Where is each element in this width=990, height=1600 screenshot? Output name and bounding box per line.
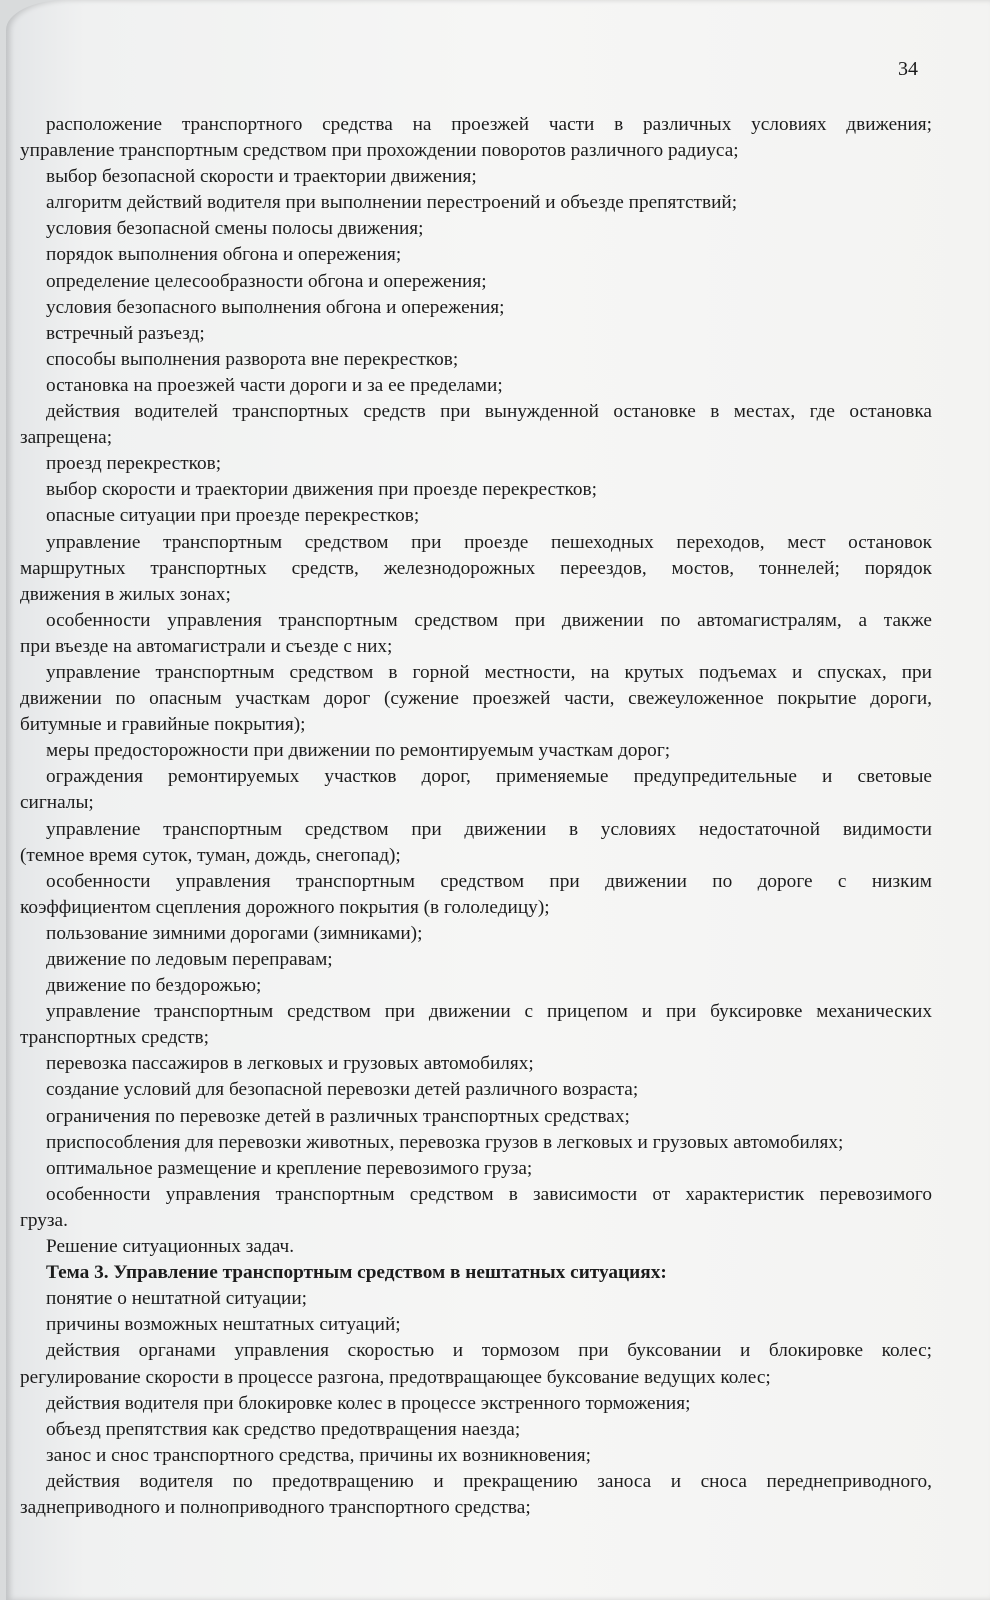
text-line: при въезде на автомагистрали и съезде с них; [20,635,393,657]
text-line: меры предосторожности при движении по ремонтируемым участкам дорог; [46,740,671,762]
text-line: регулирование скорости в процессе разгона, предотвращающее буксование ведущих колес; [20,1366,771,1388]
text-line: условия безопасного выполнения обгона и опережения; [46,296,505,318]
text-line: управление транспортным средством в горной местности, на крутых подъемах и спусках, при [46,661,932,683]
text-line: сигналы; [20,792,94,814]
text-line: управление транспортным средством при движении с прицепом и при буксировке механических [46,1001,932,1023]
text-line: перевозка пассажиров в легковых и грузовых автомобилях; [46,1053,534,1075]
text-line: выбор безопасной скорости и траектории движения; [46,166,477,188]
text-line: транспортных средств; [20,1027,209,1049]
text-line: заднеприводного и полноприводного транспортного средства; [20,1496,531,1518]
body-text [20,112,932,1521]
text-line: причины возможных нештатных ситуаций; [46,1314,401,1336]
text-line: порядок выполнения обгона и опережения; [46,244,402,266]
text-line: встречный разъезд; [46,322,205,344]
text-line: создание условий для безопасной перевозки детей различного возраста; [46,1079,639,1101]
text-line: понятие о нештатной ситуации; [46,1288,308,1310]
text-line: особенности управления транспортным средством при движении по автомагистралям, а также [46,609,932,631]
text-line: определение целесообразности обгона и опережения; [46,270,487,292]
text-line: остановка на проезжей части дороги и за ее пределами; [46,374,503,396]
text-line: ограничения по перевозке детей в различных транспортных средствах; [46,1105,630,1127]
text-line: алгоритм действий водителя при выполнении перестроений и объезде препятствий; [46,192,738,214]
text-line: запрещена; [20,427,113,449]
text-line: занос и снос транспортного средства, причины их возникновения; [46,1444,591,1466]
text-line: выбор скорости и траектории движения при проезде перекрестков; [46,479,597,501]
text-line: битумные и гравийные покрытия); [20,714,306,736]
text-line: ограждения ремонтируемых участков дорог, применяемые предупредительные и световые [46,766,932,788]
text-line: управление транспортным средством при движении в условиях недостаточной видимости [46,818,932,840]
text-line: объезд препятствия как средство предотвращения наезда; [46,1418,521,1440]
text-line: расположение транспортного средства на проезжей части в различных условиях движения; [46,114,932,135]
text-line: управление транспортным средством при проезде пешеходных переходов, мест остановок [46,531,932,553]
text-line: движение по бездорожью; [46,975,262,997]
text-line: действия органами управления скоростью и тормозом при буксовании и блокировке колес; [46,1340,932,1362]
document-page [6,0,990,1600]
text-line: (темное время суток, туман, дождь, снегопад); [20,844,401,866]
text-line: условия безопасной смены полосы движения; [46,218,424,240]
text-line: управление транспортным средством при прохождении поворотов различного радиуса; [20,140,739,162]
text-line: Решение ситуационных задач. [46,1236,295,1258]
text-line: особенности управления транспортным средством при движении по дороге с низким [46,870,932,892]
text-line: опасные ситуации при проезде перекрестков; [46,505,420,527]
topic-heading: Тема 3. Управление транспортным средством в нештатных ситуациях: [46,1262,667,1284]
text-line: коэффициентом сцепления дорожного покрытия (в гололедицу); [20,896,550,918]
text-line: действия водителя при блокировке колес в процессе экстренного торможения; [46,1392,691,1414]
text-line: маршрутных транспортных средств, железнодорожных переездов, мостов, тоннелей; порядок [20,557,932,579]
text-line: пользование зимними дорогами (зимниками); [46,922,423,944]
text-line: движения в жилых зонах; [20,583,231,605]
text-line: груза. [20,1209,68,1231]
text-line: проезд перекрестков; [46,453,222,475]
text-line: оптимальное размещение и крепление перевозимого груза; [46,1157,533,1179]
text-line: действия водителя по предотвращению и прекращению заноса и сноса переднеприводного, [46,1470,932,1492]
text-line: действия водителей транспортных средств при вынужденной остановке в местах, где остановка [46,401,932,423]
text-line: способы выполнения разворота вне перекрестков; [46,348,459,370]
text-line: приспособления для перевозки животных, перевозка грузов в легковых и грузовых автомобилях; [46,1131,844,1153]
text-line: движение по ледовым переправам; [46,949,333,970]
text-line: движении по опасным участкам дорог (сужение проезжей части, свежеуложенное покрытие дороги, [20,688,932,710]
page-number: 34 [898,58,918,80]
text-line: особенности управления транспортным средством в зависимости от характеристик перевозимого [46,1183,932,1205]
